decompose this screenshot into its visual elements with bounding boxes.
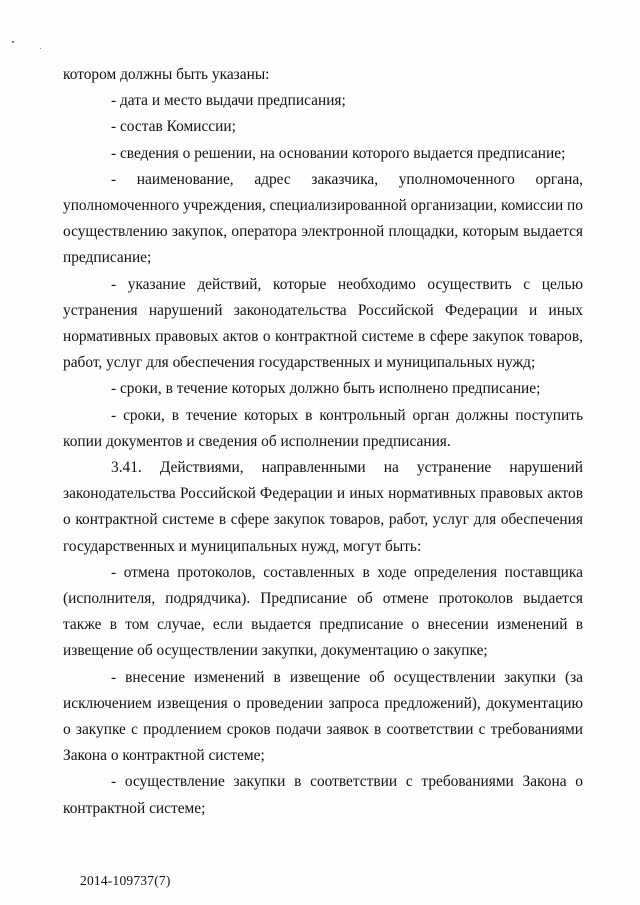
list-item-actions: - указание действий, которые необходимо осуществить с целью устранения нарушений законодательства Российской Федерации и иных нормативных правовых актов о контрактной системе в сфере закупок товаров, работ, услуг для обеспечения государственных и муниципальных нужд; bbox=[63, 275, 583, 372]
list-item-recipient: - наименование, адрес заказчика, уполномоченного органа, уполномоченного учреждения, специализированной организации, комиссии по осуществлению закупок, оператора электронной площадки, которым выдается предписание; bbox=[63, 170, 583, 267]
list-item-date-place: - дата и место выдачи предписания; bbox=[111, 92, 346, 110]
list-item-conduct-procurement: - осуществление закупки в соответствии с требованиями Закона о контрактной системе; bbox=[63, 773, 583, 817]
list-item-commission: - состав Комиссии; bbox=[111, 118, 236, 136]
scan-speck bbox=[12, 41, 14, 43]
clause-3-41: 3.41. Действиями, направленными на устранение нарушений законодательства Российской Федерации и иных нормативных правовых актов о контрактной системе в сфере закупок товаров, работ, услуг для обеспечения государственных и муниципальных нужд, могут быть: bbox=[63, 459, 583, 555]
scan-speck bbox=[40, 48, 41, 49]
list-item-amend-notice: - внесение изменений в извещение об осуществлении закупки (за исключением извещения о проведении запроса предложений), документацию о закупке с продлением сроков подачи заявок в соответствии с требованиями Закона о контрактной системе; bbox=[63, 668, 583, 765]
list-item-deadline: - сроки, в течение которых должно быть исполнено предписание; bbox=[111, 380, 541, 398]
list-item-decision: - сведения о решении, на основании которого выдается предписание; bbox=[111, 144, 566, 162]
list-item-report-deadline: - сроки, в течение которых в контрольный орган должны поступить копии документов и сведения об исполнении предписания. bbox=[63, 406, 583, 450]
paragraph-intro: котором должны быть указаны: bbox=[63, 66, 270, 83]
document-body bbox=[63, 62, 583, 822]
document-footer-code: 2014-109737(7) bbox=[80, 873, 171, 888]
list-item-cancel-protocols: - отмена протоколов, составленных в ходе определения поставщика (исполнителя, подрядчика). Предписание об отмене протоколов выдается также в том случае, если выдается предписание о внесении изменений в извещение об осуществлении закупки, документацию о закупке; bbox=[63, 563, 583, 660]
